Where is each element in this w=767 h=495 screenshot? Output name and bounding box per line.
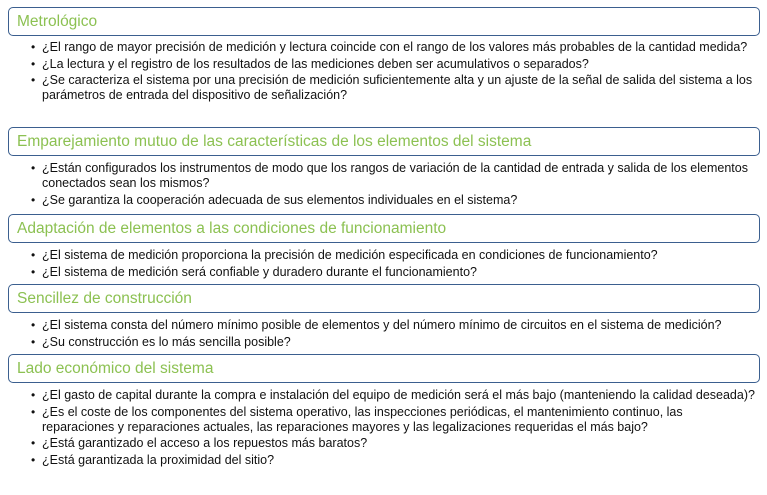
section-header-emparejamiento: Emparejamiento mutuo de las características de los elementos del sistema <box>8 127 760 156</box>
list-item: • ¿El sistema de medición será confiable y duradero durante el funcionamiento? <box>31 264 477 279</box>
bullet-icon: • <box>31 40 36 54</box>
bullet-icon: • <box>31 318 36 332</box>
list-item: • ¿Se garantiza la cooperación adecuada de sus elementos individuales en el sistema? <box>31 192 518 207</box>
bullet-icon: • <box>31 334 36 349</box>
section-header-metrologico: Metrológico <box>8 7 760 36</box>
section-header-sencillez: Sencillez de construcción <box>8 284 760 313</box>
bullet-icon: • <box>31 436 36 450</box>
bullet-icon: • <box>31 192 36 207</box>
section-list-economico <box>0 388 767 469</box>
list-item: • ¿La lectura y el registro de los resultados de las mediciones deben ser acumulativos o separados? <box>31 56 589 71</box>
list-item: • ¿Está garantizado el acceso a los repuestos más baratos? <box>31 436 368 450</box>
bullet-icon: • <box>31 161 36 175</box>
bullet-icon: • <box>31 452 36 467</box>
list-item: • ¿Se caracteriza el sistema por una precisión de medición suficientemente alta y un ajuste de la señal de salida del sistema a los parámetros de entrada del dispositivo de señalización? <box>31 73 753 102</box>
bullet-icon: • <box>31 404 36 419</box>
bullet-icon: • <box>31 248 36 262</box>
list-item: • ¿El gasto de capital durante la compra e instalación del equipo de medición será el más bajo (manteniendo la calidad deseada)? <box>31 388 755 402</box>
list-item: • ¿Es el coste de los componentes del sistema operativo, las inspecciones periódicas, el mantenimiento continuo, las reparaciones y reparaciones actuales, las reparaciones mayores y las legalizaciones requeridas el más bajo? <box>31 404 683 434</box>
list-item: • ¿El sistema de medición proporciona la precisión de medición especificada en condiciones de funcionamiento? <box>31 248 658 262</box>
section-list-sencillez <box>0 318 767 351</box>
section-list-metrologico <box>0 40 767 105</box>
bullet-icon: • <box>31 388 36 402</box>
list-item: • ¿El sistema consta del número mínimo posible de elementos y del número mínimo de circuitos en el sistema de medición? <box>31 318 722 332</box>
section-header-economico: Lado económico del sistema <box>8 354 760 383</box>
bullet-icon: • <box>31 73 36 87</box>
list-item: • ¿Están configurados los instrumentos de modo que los rangos de variación de la cantidad de entrada y salida de los elementos conectados sean los mismos? <box>31 161 748 190</box>
bullet-icon: • <box>31 56 36 71</box>
list-item: • ¿Su construcción es lo más sencilla posible? <box>31 334 291 349</box>
list-item: • ¿Está garantizada la proximidad del sitio? <box>31 452 275 467</box>
bullet-icon: • <box>31 264 36 279</box>
section-list-adaptacion <box>0 248 767 281</box>
list-item: • ¿El rango de mayor precisión de medición y lectura coincide con el rango de los valores más probables de la cantidad medida? <box>31 40 748 54</box>
section-list-emparejamiento <box>0 161 767 209</box>
section-header-adaptacion: Adaptación de elementos a las condiciones de funcionamiento <box>8 214 760 243</box>
